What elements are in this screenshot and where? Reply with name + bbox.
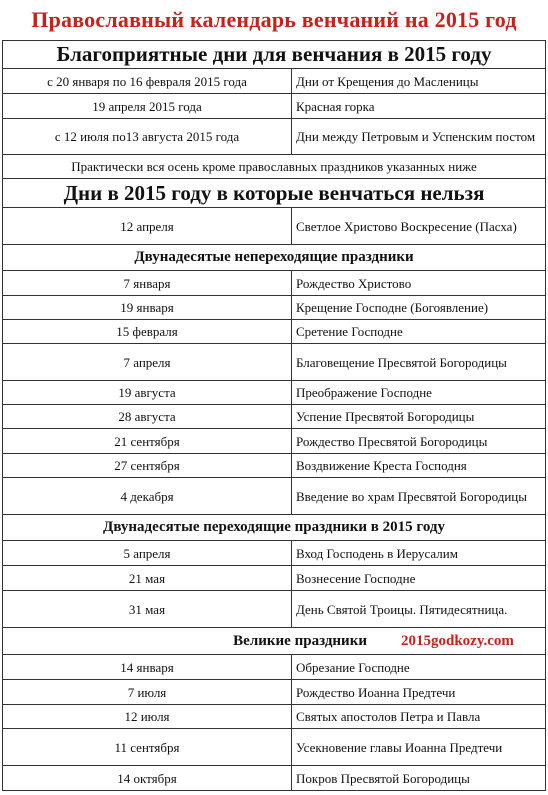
desc-cell: Успение Пресвятой Богородицы [292,405,546,429]
desc-cell: День Святой Троицы. Пятидесятница. [292,591,546,628]
date-cell: 14 января [3,655,292,680]
site-watermark: 2015godkozy.com [401,632,514,649]
date-cell: 7 июля [3,680,292,705]
desc-cell: Благовещение Пресвятой Богородицы [292,344,546,381]
date-cell: 19 августа [3,381,292,405]
date-cell: с 20 января по 16 февраля 2015 года [3,69,292,94]
table-row [3,541,546,566]
date-cell: 14 октября [3,766,292,791]
table-row [3,94,546,119]
date-cell: 19 января [3,296,292,320]
desc-cell: Рождество Иоанна Предтечи [292,680,546,705]
table-row [3,119,546,155]
date-cell: 21 мая [3,566,292,591]
desc-cell: Обрезание Господне [292,655,546,680]
page-title: Православный календарь венчаний на 2015 год [31,7,517,32]
table-row [3,271,546,296]
desc-cell: Вход Господень в Иерусалим [292,541,546,566]
favorable-note: Практически вся осень кроме православных праздников указанных ниже [3,155,546,179]
desc-cell: Святых апостолов Петра и Павла [292,705,546,729]
date-cell: 15 февраля [3,320,292,344]
great-feasts-heading-row [3,628,546,655]
table-row [3,69,546,94]
desc-cell: Дни между Петровым и Успенским постом [292,119,546,155]
table-row [3,405,546,429]
desc-cell: Покров Пресвятой Богородицы [292,766,546,791]
desc-cell: Усекновение главы Иоанна Предтечи [292,729,546,766]
table-row [3,591,546,628]
movable-feasts-heading: Двунадесятые переходящие праздники в 2015 году [3,515,546,541]
table-row [3,429,546,454]
desc-cell: Воздвижение Креста Господня [292,454,546,478]
date-cell: 4 декабря [3,478,292,515]
table-row [3,208,546,245]
date-cell: 21 сентября [3,429,292,454]
favorable-heading: Благоприятные дни для венчания в 2015 году [3,41,546,69]
fixed-feasts-heading: Двунадесятые непереходящие праздники [3,245,546,271]
date-cell: 27 сентября [3,454,292,478]
date-cell: 12 июля [3,705,292,729]
desc-cell: Рождество Пресвятой Богородицы [292,429,546,454]
table-row [3,766,546,791]
desc-cell: Красная горка [292,94,546,119]
desc-cell: Вознесение Господне [292,566,546,591]
date-cell: 31 мая [3,591,292,628]
date-cell: 11 сентября [3,729,292,766]
date-cell: 7 апреля [3,344,292,381]
date-cell: 5 апреля [3,541,292,566]
table-row [3,680,546,705]
table-row [3,320,546,344]
table-row [3,296,546,320]
desc-cell: Дни от Крещения до Масленицы [292,69,546,94]
desc-cell: Крещение Господне (Богоявление) [292,296,546,320]
date-cell: с 12 июля по13 августа 2015 года [3,119,292,155]
table-row [3,566,546,591]
date-cell: 19 апреля 2015 года [3,94,292,119]
great-feasts-heading: Великие праздники [233,632,367,649]
calendar-table [2,40,546,791]
date-cell: 12 апреля [3,208,292,245]
date-cell: 7 января [3,271,292,296]
desc-cell: Светлое Христово Воскресение (Пасха) [292,208,546,245]
desc-cell: Преображение Господне [292,381,546,405]
desc-cell: Сретение Господне [292,320,546,344]
table-row [3,705,546,729]
table-row [3,344,546,381]
table-row [3,381,546,405]
table-row [3,454,546,478]
desc-cell: Введение во храм Пресвятой Богородицы [292,478,546,515]
table-row [3,655,546,680]
forbidden-heading: Дни в 2015 году в которые венчаться нельзя [3,179,546,208]
date-cell: 28 августа [3,405,292,429]
desc-cell: Рождество Христово [292,271,546,296]
table-row [3,478,546,515]
table-row [3,729,546,766]
